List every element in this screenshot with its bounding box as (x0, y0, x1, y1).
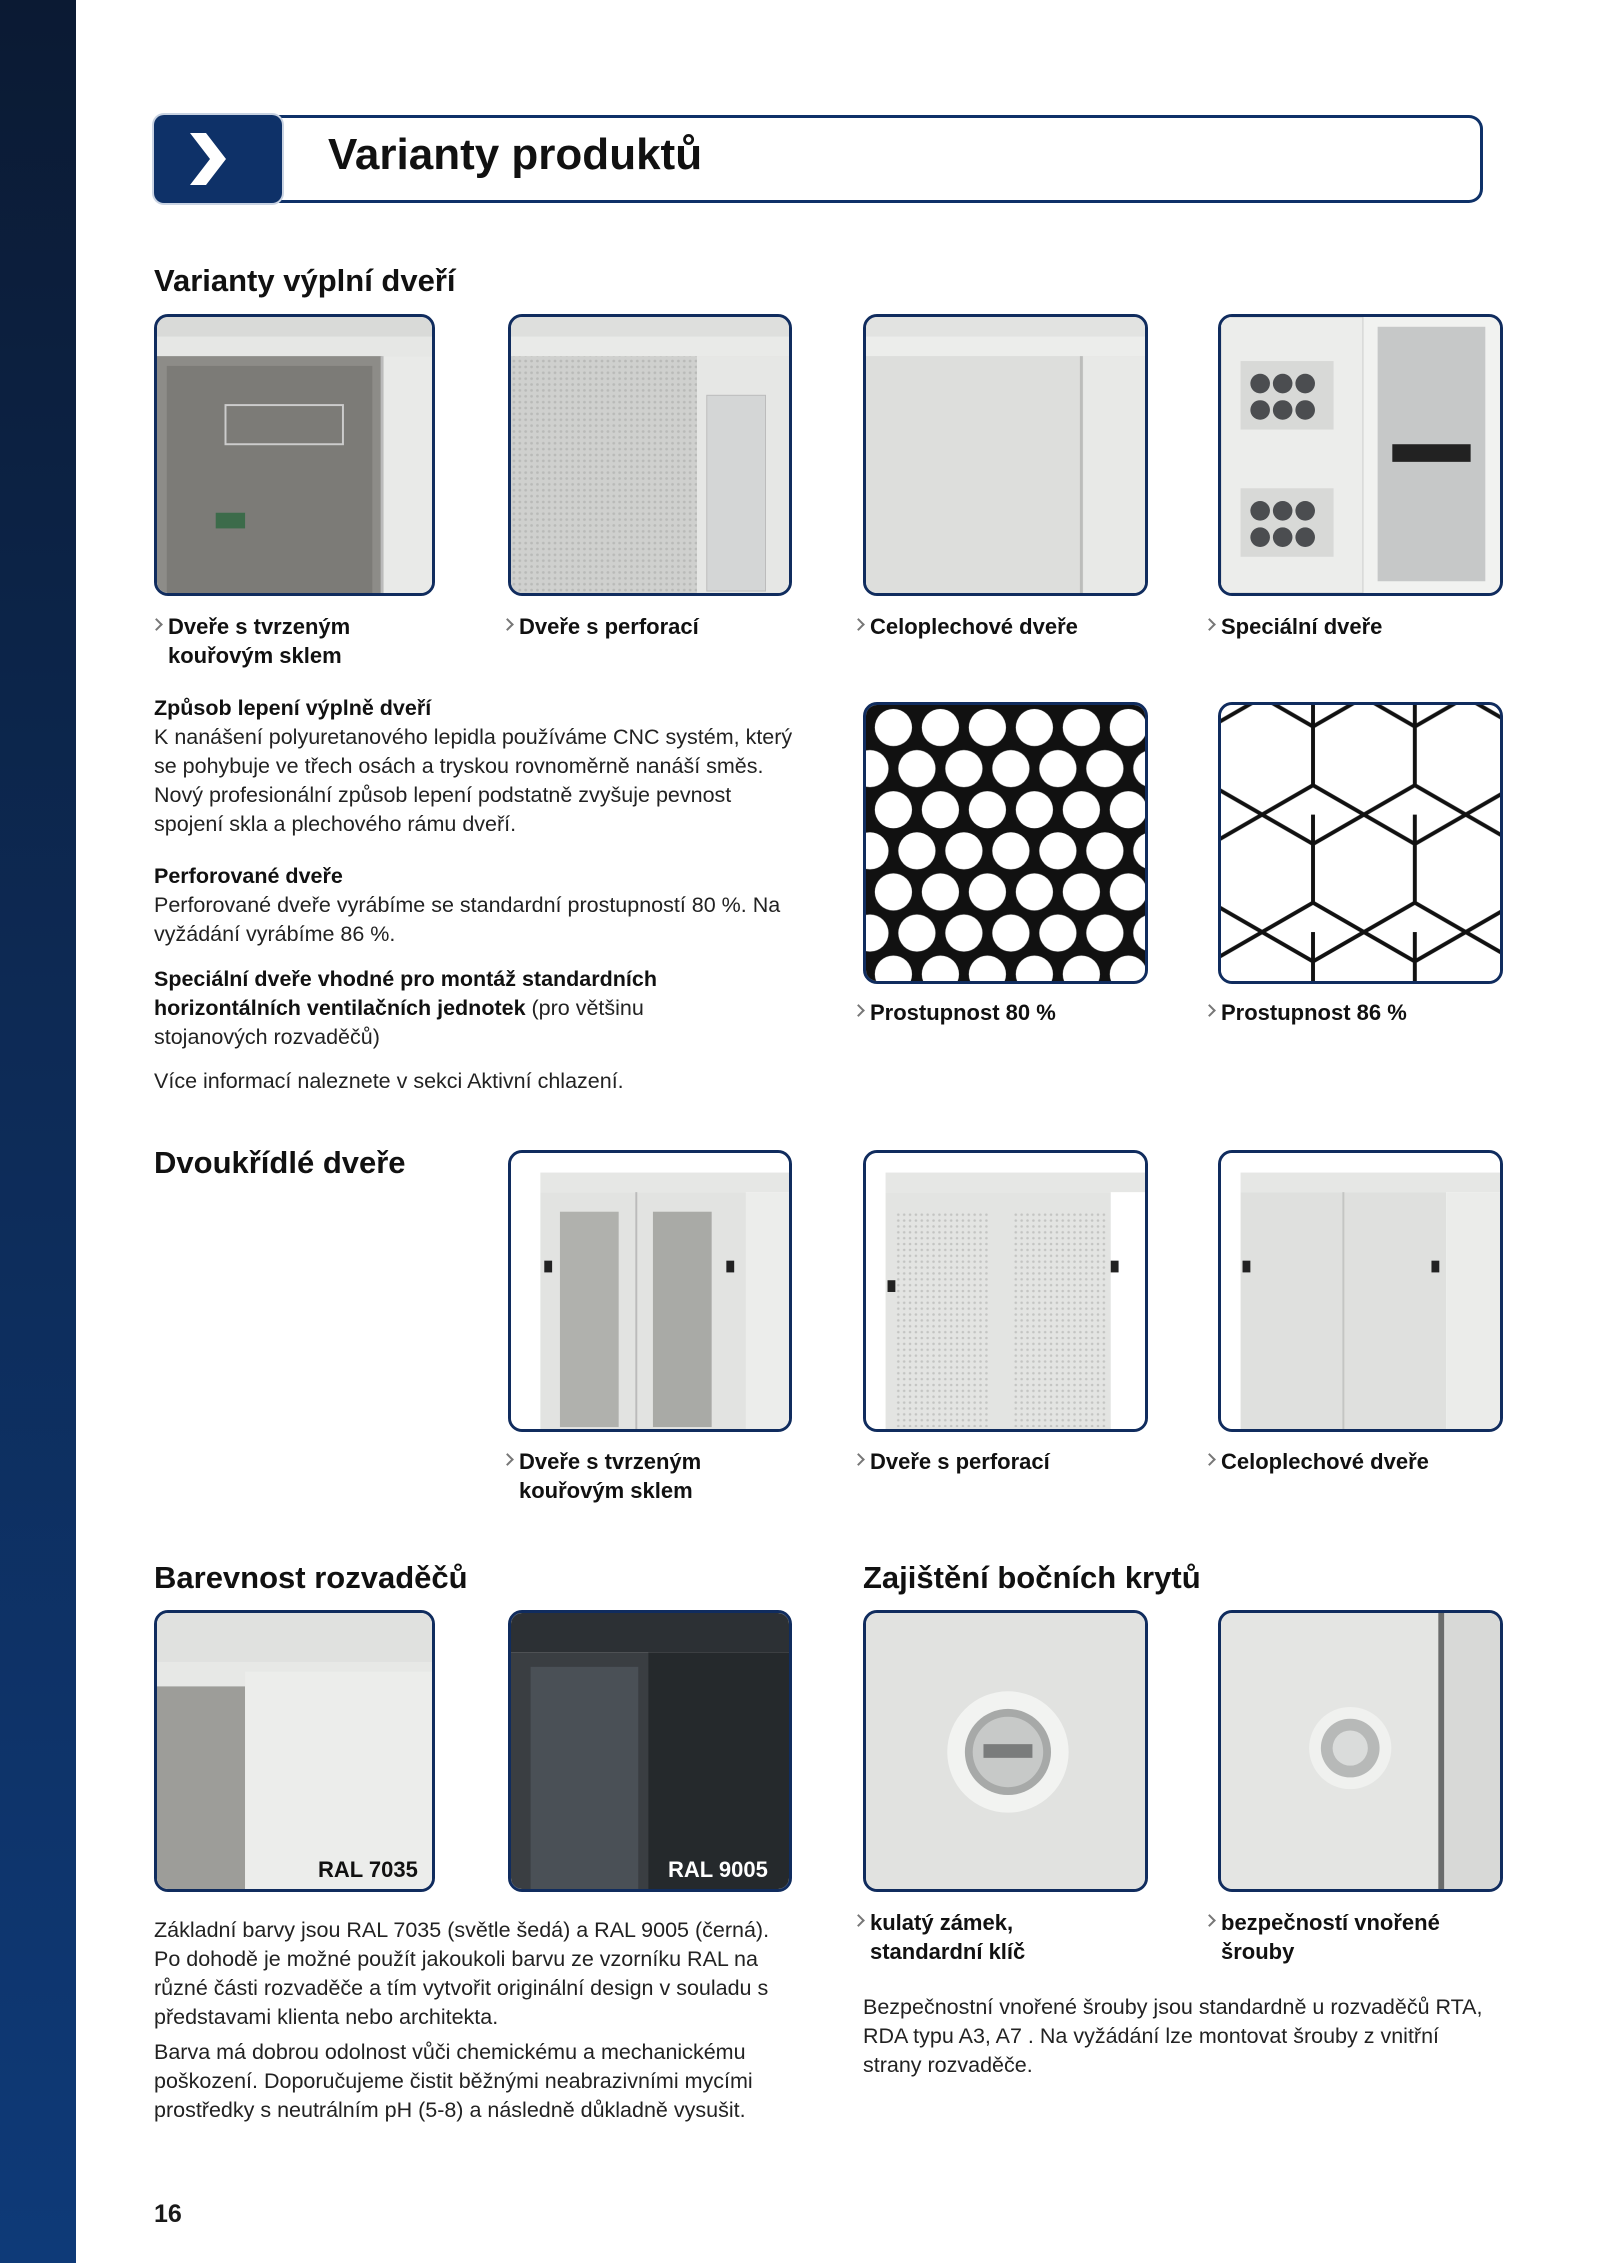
section-title-fill: Varianty výplní dveří (154, 263, 456, 298)
color-text-1: Základní barvy jsou RAL 7035 (světle šedá) a RAL 9005 (černá). Po dohodě je možné použít jakoukoli barvu ze vzorníku RAL na různé části rozvaděče a tím vytvořit originální design v souladu s představami klienta nebo architekta. (154, 1918, 770, 2029)
image-smoked-glass-door (154, 314, 435, 596)
image-perforation-86 (1218, 702, 1503, 984)
special-title: Speciální dveře vhodné pro montáž standardních horizontálních ventilačních jednotek (154, 967, 657, 1020)
caption-security-screw: bezpečností vnořené šrouby (1205, 1908, 1451, 1966)
glue-text: K nanášení polyuretanového lepidla používáme CNC systém, který se pohybuje ve třech osách a tryskou rovnoměrně nanáší směs. Nový profesionální způsob lepení podstatně zvyšuje pevnost spojení skla a plechového rámu dveří. (154, 725, 793, 836)
header-icon-box (154, 115, 282, 203)
caption-perforated: Dveře s perforací (503, 612, 759, 641)
ral-7035-label: RAL 7035 (318, 1857, 418, 1882)
image-perforated-door (508, 314, 792, 596)
image-perforation-80 (863, 702, 1148, 984)
image-round-lock (863, 1610, 1148, 1892)
caption-perforation-80: Prostupnost 80 % (854, 998, 1130, 1027)
perforated-title: Perforované dveře (154, 864, 343, 888)
ral-9005-label: RAL 9005 (668, 1857, 768, 1882)
caption-double-steel: Celoplechové dveře (1205, 1447, 1481, 1476)
color-text-2: Barva má dobrou odolnost vůči chemickému a mechanickému poškození. Doporučujeme čistit běžnými neabrazivními mycími prostředky s neutrálním pH (5-8) a následně důkladně vysušit. (154, 2040, 753, 2122)
image-security-screw (1218, 1610, 1503, 1892)
image-double-perforated-door (863, 1150, 1148, 1432)
image-ral-7035 (154, 1610, 435, 1892)
caption-round-lock: kulatý zámek, standardní klíč (854, 1908, 1130, 1966)
page-number: 16 (154, 2200, 182, 2228)
section-title-double: Dvoukřídlé dveře (154, 1145, 406, 1180)
image-ral-9005 (508, 1610, 792, 1892)
caption-full-steel: Celoplechové dveře (854, 612, 1130, 641)
glue-paragraph (154, 694, 804, 839)
chevron-right-icon (168, 127, 268, 191)
special-paragraph (154, 965, 714, 1052)
image-full-steel-door (863, 314, 1148, 596)
sidebar-strip (0, 0, 76, 2263)
lock-text: Bezpečnostní vnořené šrouby jsou standardně u rozvaděčů RTA, RDA typu A3, A7 . Na vyžádání lze montovat šrouby z vnitřní strany rozvaděče. (863, 1995, 1483, 2077)
special-text: (pro většinu stojanových rozvaděčů) (154, 996, 644, 1049)
color-text-block (154, 1916, 794, 2125)
glue-title: Způsob lepení výplně dveří (154, 696, 432, 720)
image-double-glass-door (508, 1150, 792, 1432)
caption-double-perforated: Dveře s perforací (854, 1447, 1130, 1476)
image-double-steel-door (1218, 1150, 1503, 1432)
section-title-lock: Zajištění bočních krytů (863, 1560, 1201, 1595)
caption-double-glass: Dveře s tvrzeným kouřovým sklem (503, 1447, 759, 1505)
section-title-color: Barevnost rozvaděčů (154, 1560, 468, 1595)
page-title: Varianty produktů (328, 130, 703, 179)
image-special-door (1218, 314, 1503, 596)
caption-smoked-glass: Dveře s tvrzeným kouřovým sklem (152, 612, 408, 670)
perforated-text: Perforované dveře vyrábíme se standardní prostupností 80 %. Na vyžádání vyrábíme 86 %. (154, 893, 781, 946)
more-info-text: Více informací naleznete v sekci Aktivní chlazení. (154, 1069, 624, 1093)
perforated-paragraph (154, 862, 804, 949)
caption-special: Speciální dveře (1205, 612, 1461, 641)
caption-perforation-86: Prostupnost 86 % (1205, 998, 1481, 1027)
